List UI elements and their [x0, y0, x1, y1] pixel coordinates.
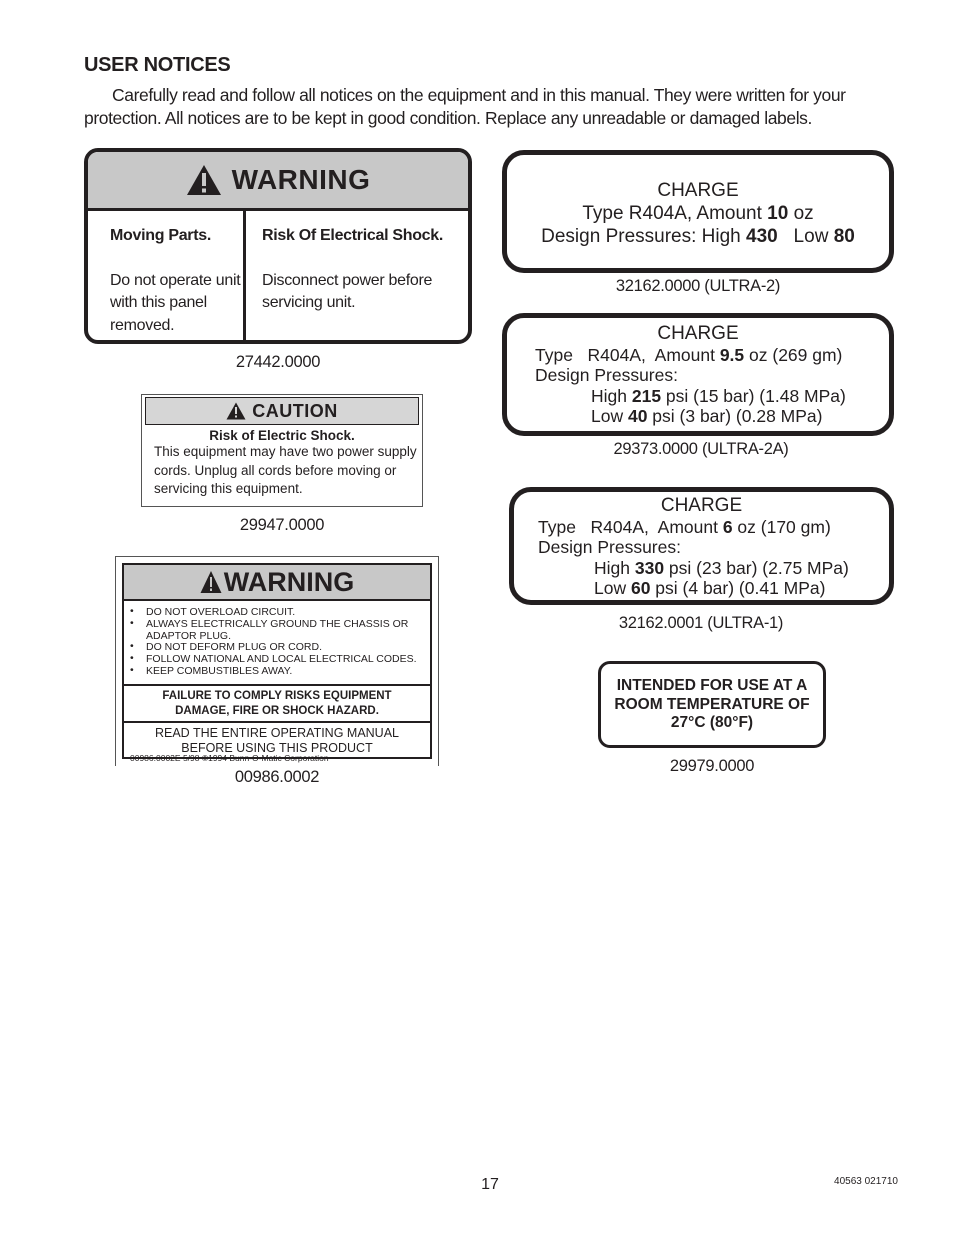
charge-label-ultra-1 [509, 487, 894, 605]
list-item: • KEEP COMBUSTIBLES AWAY. [130, 663, 293, 677]
warning-label-body [88, 211, 468, 344]
part-number-27442: 27442.0000 [235, 353, 321, 371]
part-number-32162-0001: 32162.0001 (ULTRA-1) [618, 614, 784, 632]
charge-high-line: High 215 psi (15 bar) (1.48 MPa) [591, 385, 846, 406]
charge-pressures-line: Design Pressures: High 430 Low 80 [541, 226, 855, 247]
part-number-00986: 00986.0002 [234, 768, 320, 786]
warning-items-list [124, 601, 430, 686]
list-item-text: KEEP COMBUSTIBLES AWAY. [146, 664, 293, 677]
failure-line-1: FAILURE TO COMPLY RISKS EQUIPMENT [162, 689, 392, 702]
charge-type-line: Type R404A, Amount 9.5 oz (269 gm) [535, 344, 843, 365]
charge-pressures-label: Design Pressures: [535, 365, 678, 385]
caution-text: This equipment may have two power supply cords. Unplug all cords before moving or servicing this equipment. [154, 444, 417, 496]
warning-label-header [88, 152, 468, 211]
charge-pressures-label: Design Pressures: [538, 537, 681, 557]
warning-label-moving-parts [84, 148, 472, 344]
moving-parts-text: Do not operate unit with this panel removed. [110, 271, 241, 334]
temp-line-3: 27°C (80°F) [670, 714, 754, 731]
label-small-print: 00986.0002E 5/98 ©1994 Bunn-O-Matic Corporation [130, 752, 329, 763]
read-line-1: READ THE ENTIRE OPERATING MANUAL [154, 725, 400, 740]
electrical-shock-title: Risk Of Electrical Shock. [262, 227, 444, 244]
warning-title: WARNING [223, 566, 355, 597]
warning-title: WARNING [231, 164, 371, 195]
read-line-2: BEFORE USING THIS PRODUCT [181, 740, 373, 755]
failure-line-2: DAMAGE, FIRE OR SHOCK HAZARD. [175, 704, 379, 717]
charge-low-line: Low 40 psi (3 bar) (0.28 MPa) [591, 406, 823, 426]
list-item-text: DO NOT OVERLOAD CIRCUIT. [146, 606, 296, 618]
list-item-text: FOLLOW NATIONAL AND LOCAL ELECTRICAL CODES. [146, 653, 417, 666]
caution-header [145, 397, 419, 425]
part-number-32162-0000: 32162.0000 (ULTRA-2) [615, 277, 781, 295]
charge-title: CHARGE [660, 495, 743, 516]
charge-type-line: Type R404A, Amount 10 oz [582, 203, 814, 224]
charge-type-line: Type R404A, Amount 6 oz (170 gm) [538, 516, 831, 537]
list-item: • ALWAYS ELECTRICALLY GROUND THE CHASSIS OR ADAPTOR PLUG. [130, 616, 409, 642]
temp-line-2: ROOM TEMPERATURE OF [614, 695, 810, 713]
caution-title: CAUTION [252, 400, 338, 421]
electrical-shock-column [246, 211, 468, 344]
charge-title: CHARGE [657, 180, 739, 201]
list-item: • FOLLOW NATIONAL AND LOCAL ELECTRICAL CODES. [130, 652, 417, 666]
charge-low-line: Low 60 psi (4 bar) (0.41 MPa) [594, 578, 826, 598]
warning-triangle-icon [186, 164, 222, 196]
warning-triangle-icon [200, 570, 222, 594]
caution-label [141, 394, 423, 507]
warning-label-electrical [115, 556, 439, 766]
failure-warning [124, 686, 430, 723]
warning-label-electrical-frame [122, 563, 432, 763]
caution-subtitle: Risk of Electric Shock. [209, 428, 355, 443]
moving-parts-column [88, 211, 246, 344]
list-item: • DO NOT OVERLOAD CIRCUIT. [130, 605, 296, 618]
room-temperature-label [598, 661, 826, 748]
charge-title: CHARGE [657, 323, 739, 344]
part-number-29979: 29979.0000 [669, 757, 755, 775]
part-number-29373: 29373.0000 (ULTRA-2A) [613, 440, 789, 458]
list-item: • DO NOT DEFORM PLUG OR CORD. [130, 640, 322, 654]
electrical-shock-text: Disconnect power before servicing unit. [262, 271, 433, 311]
temp-line-1: INTENDED FOR USE AT A [616, 677, 808, 694]
section-heading: USER NOTICES [84, 54, 231, 76]
charge-high-line: High 330 psi (23 bar) (2.75 MPa) [594, 557, 849, 578]
read-manual-notice [124, 723, 430, 756]
warning-label-electrical-header [124, 565, 430, 601]
charge-label-ultra-2 [502, 150, 894, 273]
intro-paragraph [84, 84, 900, 130]
intro-text: Carefully read and follow all notices on the equipment and in this manual. They were written for your protection. All notices are to be kept in good condition. Replace any unreadable or damaged labels. [84, 85, 846, 128]
document-number: 40563 021710 [834, 1176, 898, 1187]
part-number-29947: 29947.0000 [239, 516, 325, 534]
charge-label-ultra-2a [502, 313, 894, 436]
page-number: 17 [481, 1176, 499, 1193]
list-item-text: ALWAYS ELECTRICALLY GROUND THE CHASSIS OR ADAPTOR PLUG. [146, 617, 409, 642]
moving-parts-title: Moving Parts. [110, 227, 212, 244]
list-item-text: DO NOT DEFORM PLUG OR CORD. [146, 641, 322, 654]
caution-triangle-icon [226, 402, 246, 420]
